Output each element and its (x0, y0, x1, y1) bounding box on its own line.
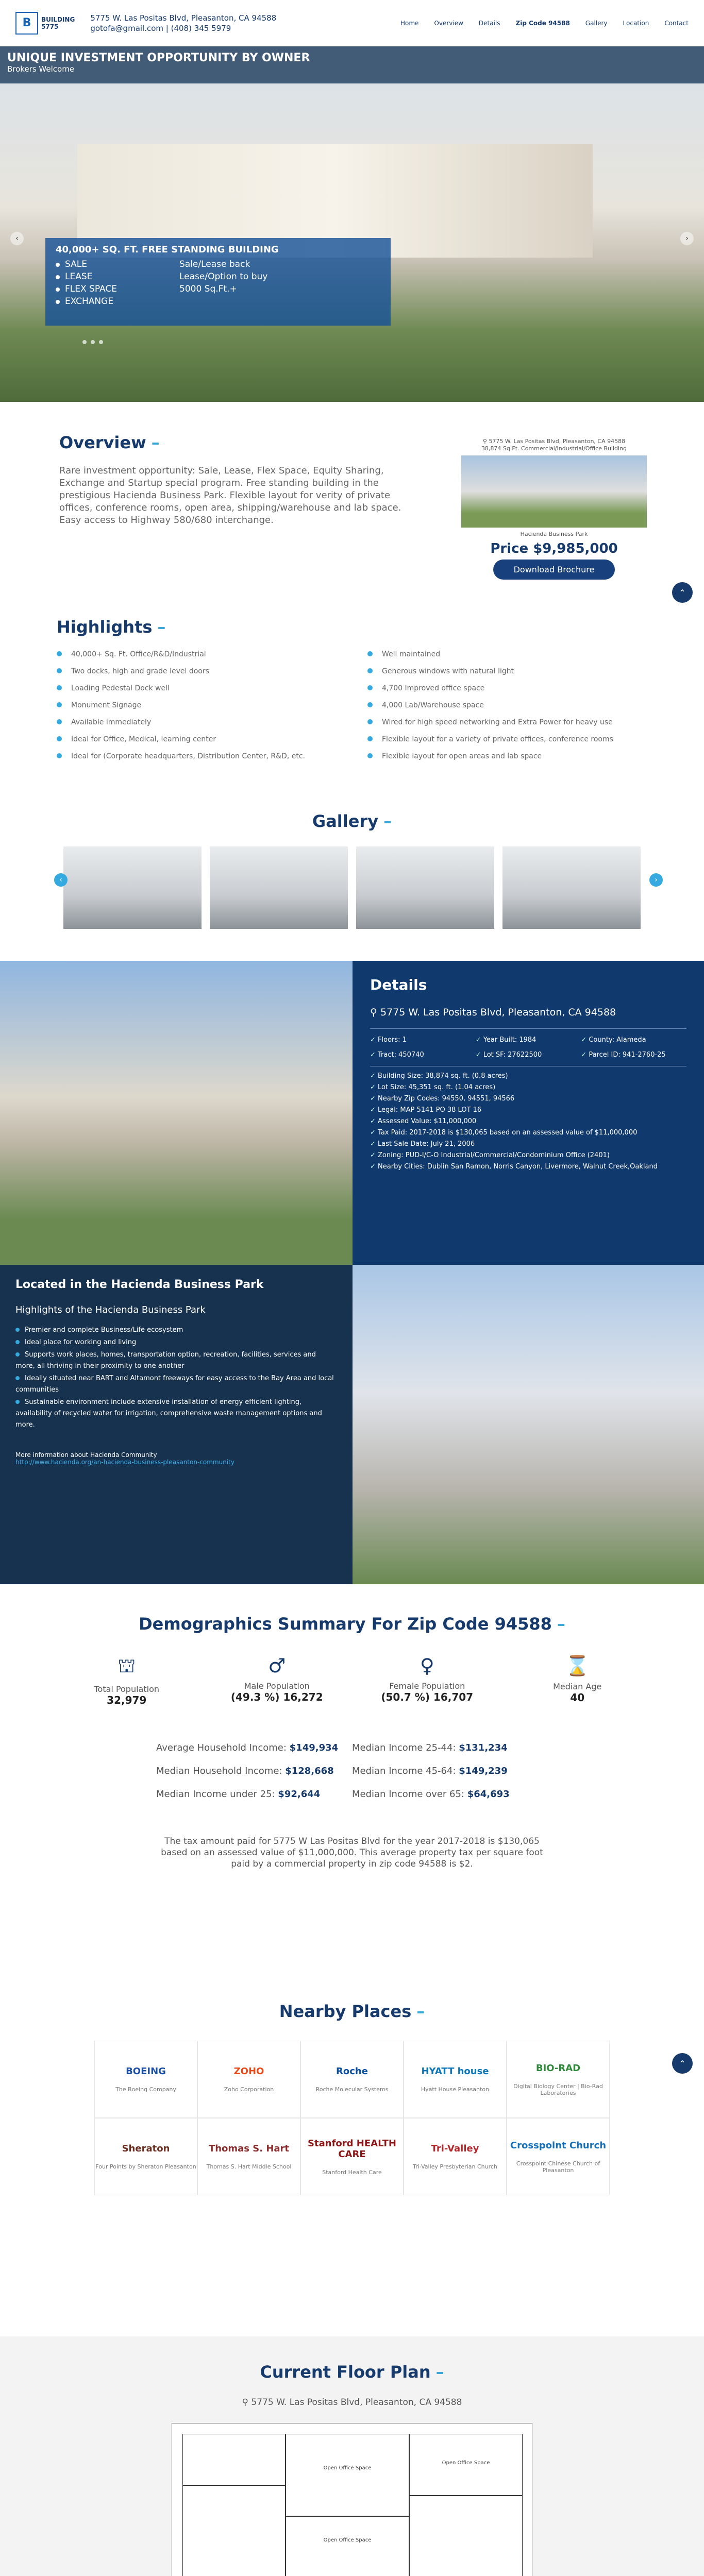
place-card[interactable]: Roche Roche Molecular Systems (300, 2041, 404, 2118)
gallery-section (0, 811, 704, 961)
plan-room: Open Office Space (286, 2516, 409, 2576)
list-item: Wired for high speed networking and Extra Power for heavy use (367, 718, 647, 726)
nav-location[interactable]: Location (623, 19, 649, 27)
details-facts (370, 1036, 686, 1059)
logo-text: BUILDING 5775 (41, 15, 75, 30)
hero-title-bar (0, 46, 704, 83)
price: Price $9,985,000 (490, 541, 618, 556)
income-item: Median Income over 65: $64,693 (352, 1789, 510, 1800)
list-item: ✓ Tax Paid: 2017-2018 is $130,065 based on an assessed value of $11,000,000 (370, 1127, 686, 1139)
list-item: ✓ Nearby Zip Codes: 94550, 94551, 94566 (370, 1093, 686, 1105)
income-item: Median Income 25-44: $131,234 (352, 1742, 508, 1753)
hero-row-label: LEASE (56, 272, 179, 282)
plan-room (409, 2496, 523, 2576)
income-table (156, 1742, 548, 1800)
hero-row-label: SALE (56, 259, 179, 269)
boeing-logo: BOEING (126, 2066, 166, 2077)
biorad-logo: BIO-RAD (535, 2062, 581, 2074)
hero-row-value: Sale/Lease back (179, 259, 250, 269)
highlights-list (57, 650, 647, 760)
female-icon: ♀ (420, 1654, 434, 1677)
list-item: Well maintained (367, 650, 647, 658)
image-caption: Hacienda Business Park (520, 531, 588, 537)
place-card[interactable]: Stanford HEALTH CARE Stanford Health Care (300, 2118, 404, 2195)
fact: ✓ Parcel ID: 941-2760-25 (581, 1051, 686, 1059)
list-item: Supports work places, homes, transportation option, recreation, facilities, services and more, all thriving in their proximity to one another (15, 1349, 337, 1372)
list-item: ✓ Legal: MAP 5141 PO 38 LOT 16 (370, 1105, 686, 1116)
slider-next-icon[interactable]: › (680, 232, 694, 245)
hero-row-value (179, 296, 380, 307)
scroll-top-icon[interactable]: ⌃ (672, 582, 693, 603)
details-box (353, 961, 704, 1265)
list-item: Generous windows with natural light (367, 667, 647, 675)
nav-contact[interactable]: Contact (664, 19, 689, 27)
slider-dot[interactable] (99, 340, 103, 344)
hacienda-image (353, 1265, 704, 1584)
gallery-image[interactable] (63, 846, 202, 929)
place-card[interactable]: HYATT house Hyatt House Pleasanton (404, 2041, 507, 2118)
list-item: Sustainable environment include extensive installation of energy efficient lighting, availability of recycled water for irrigation, comprehensive waste management options and more. (15, 1397, 337, 1431)
hyatt-logo: HYATT house (421, 2066, 489, 2077)
hero-row-label: EXCHANGE (56, 296, 179, 307)
gallery-image[interactable] (356, 846, 494, 929)
list-item: Monument Signage (57, 701, 337, 709)
income-item: Average Household Income: $149,934 (156, 1742, 339, 1753)
income-item: Median Income under 25: $92,644 (156, 1789, 321, 1800)
male-icon: ♂ (268, 1654, 286, 1677)
sheraton-logo: Sheraton (122, 2143, 170, 2154)
place-card[interactable]: Thomas S. Hart Thomas S. Hart Middle School (197, 2118, 300, 2195)
list-item: Loading Pedestal Dock well (57, 684, 337, 692)
hero-info-box (45, 238, 391, 326)
fact: ✓ Tract: 450740 (370, 1051, 476, 1059)
floor-plan-drawing (172, 2423, 532, 2576)
highlights-title: Highlights – (57, 617, 166, 637)
nav-overview[interactable]: Overview (434, 19, 463, 27)
scroll-top-icon[interactable]: ⌃ (672, 2053, 693, 2074)
slider-dot[interactable] (82, 340, 87, 344)
building-thumbnail (461, 455, 647, 528)
top-bar (0, 0, 704, 46)
fact: ✓ Lot SF: 27622500 (476, 1051, 581, 1059)
gallery-carousel (0, 846, 704, 929)
demographics-stats (52, 1654, 652, 1706)
list-item: 40,000+ Sq. Ft. Office/R&D/Industrial (57, 650, 337, 658)
school-logo: Thomas S. Hart (208, 2143, 290, 2154)
place-card[interactable]: Crosspoint Church Crosspoint Chinese Church of Pleasanton (507, 2118, 610, 2195)
pin-icon: ⚲ 5775 W. Las Positas Blvd, Pleasanton, CA 94588 (482, 438, 626, 445)
stat-male-population: ♂ Male Population (49.3 %) 16,272 (202, 1654, 353, 1706)
logo[interactable]: B (15, 12, 38, 35)
place-card[interactable]: ZOHO Zoho Corporation (197, 2041, 300, 2118)
download-brochure-button[interactable]: Download Brochure (493, 560, 615, 580)
income-item: Median Income 45-64: $149,239 (352, 1766, 508, 1776)
overview-section (0, 402, 704, 608)
list-item: Premier and complete Business/Life ecosystem (15, 1325, 337, 1336)
nav-details[interactable]: Details (478, 19, 500, 27)
church-logo: Tri-Valley (431, 2143, 479, 2154)
gallery-image[interactable] (210, 846, 348, 929)
details-title: Details (370, 976, 427, 993)
hacienda-box (0, 1265, 353, 1584)
overview-title: Overview – (59, 433, 160, 452)
slider-dots (82, 340, 103, 344)
overview-text: Rare investment opportunity: Sale, Lease, Flex Space, Equity Sharing, Exchange and Startup special program. Free standing building in the prestigious Hacienda Business Park. Flexible layout for verity of private offices, conference rooms, open area, shipping/warehouse and lab space. Easy access to Highway 580/680 interchange. (59, 465, 401, 526)
stat-total-population: ⛫ Total Population 32,979 (52, 1654, 202, 1706)
nav-home[interactable]: Home (400, 19, 419, 27)
slider-prev-icon[interactable]: ‹ (10, 232, 24, 245)
list-item: Ideal place for working and living (15, 1337, 337, 1348)
hourglass-icon: ⌛ (565, 1654, 590, 1677)
hero-row-label: FLEX SPACE (56, 284, 179, 294)
list-item: ✓ Lot Size: 45,351 sq. ft. (1.04 acres) (370, 1082, 686, 1093)
hero-slider (0, 46, 704, 402)
stanford-logo: Stanford HEALTH CARE (308, 2138, 396, 2160)
plan-room (182, 2434, 286, 2485)
slider-dot[interactable] (91, 340, 95, 344)
list-item: Flexible layout for a variety of private offices, conference rooms (367, 735, 647, 743)
plan-room (182, 2485, 286, 2576)
hacienda-list (15, 1325, 337, 1431)
overview-side (459, 438, 649, 580)
hacienda-more: More information about Hacienda Community http://www.hacienda.org/an-hacienda-business-pleasanton-community (15, 1451, 234, 1466)
details-list (370, 1071, 686, 1173)
demographics-title: Demographics Summary For Zip Code 94588 – (139, 1614, 565, 1634)
list-item: ✓ Last Sale Date: July 21, 2006 (370, 1139, 686, 1150)
population-icon: ⛫ (118, 1654, 136, 1677)
zoho-logo: ZOHO (233, 2066, 264, 2077)
list-item: Ideally situated near BART and Altamont freeways for easy access to the Bay Area and local communities (15, 1373, 337, 1396)
demographics-section (0, 1584, 704, 1981)
list-item: Ideal for Office, Medical, learning center (57, 735, 337, 743)
floor-plan-section (0, 2336, 704, 2576)
place-card[interactable]: BOEING The Boeing Company (94, 2041, 197, 2118)
stat-median-age: ⌛ Median Age 40 (502, 1654, 653, 1706)
gallery-image[interactable] (502, 846, 641, 929)
nearby-places-section (0, 1981, 704, 2336)
list-item: ✓ Building Size: 38,874 sq. ft. (0.8 acres) (370, 1071, 686, 1082)
nearby-title: Nearby Places – (279, 2002, 425, 2021)
building-caption: 38,874 Sq.Ft. Commercial/Industrial/Office Building (481, 445, 627, 452)
nearby-grid (0, 2041, 704, 2195)
plan-room: Open Office Space (409, 2434, 523, 2496)
details-building-image (0, 961, 353, 1265)
details-address: ⚲ 5775 W. Las Positas Blvd, Pleasanton, CA 94588 (370, 1007, 616, 1018)
gallery-title: Gallery – (312, 811, 392, 831)
hacienda-title: Located in the Hacienda Business Park (15, 1278, 264, 1291)
hacienda-link[interactable]: http://www.hacienda.org/an-hacienda-business-pleasanton-community (15, 1459, 234, 1466)
roche-logo: Roche (336, 2066, 368, 2077)
income-item: Median Household Income: $128,668 (156, 1766, 334, 1776)
gallery-next-icon[interactable]: › (649, 873, 663, 887)
tax-note: The tax amount paid for 5775 W Las Positas Blvd for the year 2017-2018 is $130,065 based on an assessed value of $11,000,000. This average property tax per square foot paid by a commercial property in zip code 94588 is $2. (161, 1836, 543, 1869)
fact: ✓ Floors: 1 (370, 1036, 476, 1044)
hero-title: UNIQUE INVESTMENT OPPORTUNITY BY OWNER (7, 52, 310, 64)
nav-zip-code[interactable]: Zip Code 94588 (515, 19, 570, 27)
floor-plan-title: Current Floor Plan – (260, 2362, 444, 2382)
place-card[interactable]: Sheraton Four Points by Sheraton Pleasanton (94, 2118, 197, 2195)
list-item: ✓ Zoning: PUD-I/C-O Industrial/Commercial/Condominium Office (2401) (370, 1150, 686, 1161)
list-item: Available immediately (57, 718, 337, 726)
fact: ✓ County: Alameda (581, 1036, 686, 1044)
hero-row-value: Lease/Option to buy (179, 272, 268, 282)
list-item: Two docks, high and grade level doors (57, 667, 337, 675)
highlights-section (0, 608, 704, 811)
floor-plan-address: ⚲ 5775 W. Las Positas Blvd, Pleasanton, CA 94588 (242, 2397, 462, 2408)
fact: ✓ Year Built: 1984 (476, 1036, 581, 1044)
list-item: Ideal for (Corporate headquarters, Distribution Center, R&D, etc. (57, 752, 337, 760)
list-item: ✓ Nearby Cities: Dublin San Ramon, Norris Canyon, Livermore, Walnut Creek,Oakland (370, 1161, 686, 1173)
gallery-prev-icon[interactable]: ‹ (54, 873, 68, 887)
list-item: 4,000 Lab/Warehouse space (367, 701, 647, 709)
list-item: ✓ Assessed Value: $11,000,000 (370, 1116, 686, 1127)
main-nav (400, 20, 689, 27)
place-card[interactable]: Tri-Valley Tri-Valley Presbyterian Church (404, 2118, 507, 2195)
hero-subtitle: Brokers Welcome (7, 64, 75, 74)
list-item: 4,700 Improved office space (367, 684, 647, 692)
stat-female-population: ♀ Female Population (50.7 %) 16,707 (352, 1654, 502, 1706)
crosspoint-logo: Crosspoint Church (510, 2140, 607, 2151)
header-address: 5775 W. Las Positas Blvd, Pleasanton, CA 94588 gotofa@gmail.com | (408) 345 5979 (90, 13, 277, 33)
nav-gallery[interactable]: Gallery (585, 19, 608, 27)
plan-room: Open Office Space (286, 2434, 409, 2516)
details-section (0, 961, 704, 1265)
hacienda-subtitle: Highlights of the Hacienda Business Park (15, 1304, 206, 1315)
hero-info-title: 40,000+ SQ. FT. FREE STANDING BUILDING (56, 244, 279, 255)
list-item: Flexible layout for open areas and lab space (367, 752, 647, 760)
place-card[interactable]: BIO-RAD Digital Biology Center | Bio-Rad Laboratories (507, 2041, 610, 2118)
hacienda-section (0, 1265, 704, 1584)
hero-row-value: 5000 Sq.Ft.+ (179, 284, 237, 294)
